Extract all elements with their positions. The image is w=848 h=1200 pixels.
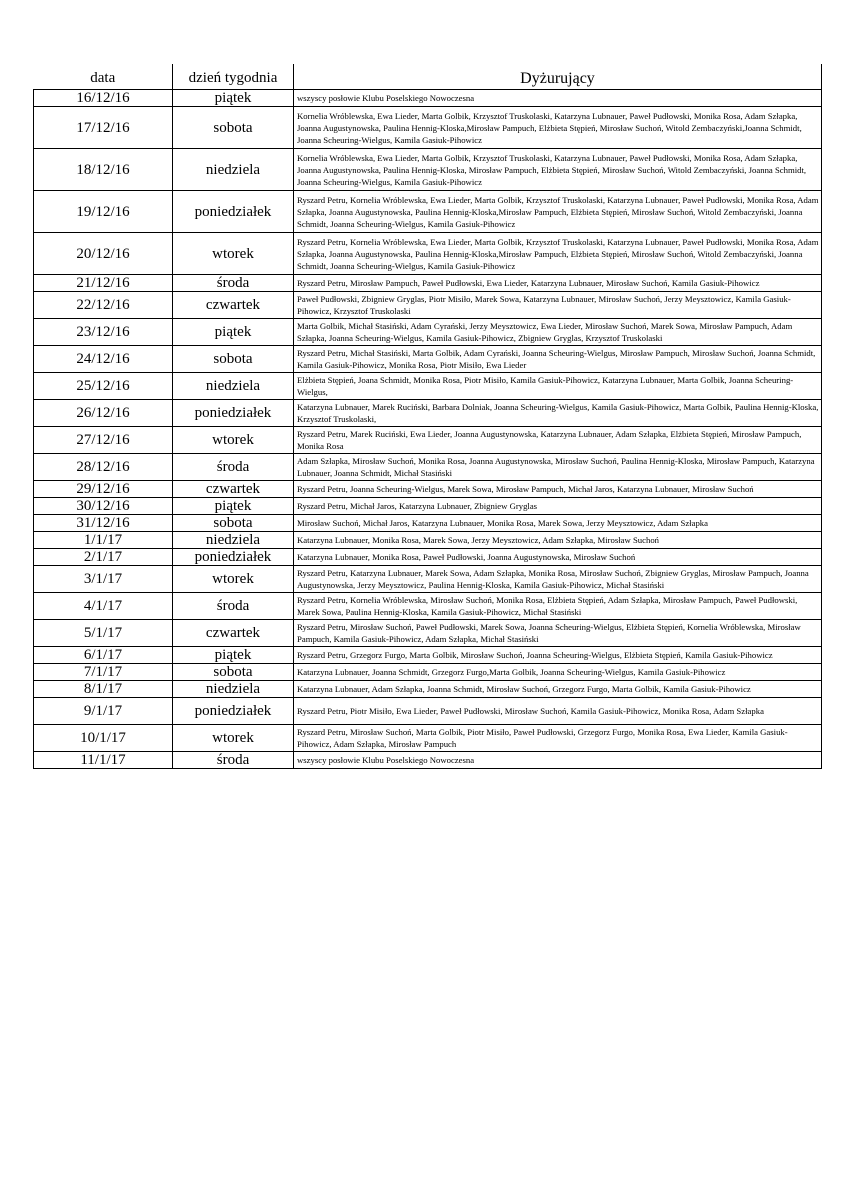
table-row	[34, 698, 822, 725]
table-row	[34, 346, 822, 373]
date-cell: 3/1/17	[34, 566, 173, 593]
duty-cell: Ryszard Petru, Marek Ruciński, Ewa Lieder, Joanna Augustynowska, Katarzyna Lubnauer, Adam Szłapka, Elżbieta Stępień, Mirosław Pampuch, Monika Rosa	[294, 427, 822, 454]
date-cell: 10/1/17	[34, 725, 173, 752]
date-cell: 31/12/16	[34, 515, 173, 532]
day-cell: czwartek	[173, 620, 294, 647]
table-row	[34, 664, 822, 681]
date-cell: 7/1/17	[34, 664, 173, 681]
duty-cell: Ryszard Petru, Mirosław Suchoń, Paweł Pudłowski, Marek Sowa, Joanna Scheuring-Wielgus, Elżbieta Stępień, Kornelia Wróblewska, Mirosław Pampuch, Kamila Gasiuk-Pihowicz, Adam Szłapka, Michał Stasiński	[294, 620, 822, 647]
day-cell: wtorek	[173, 725, 294, 752]
duty-cell: Paweł Pudłowski, Zbigniew Gryglas, Piotr Misiło, Marek Sowa, Katarzyna Lubnauer, Mirosław Suchoń, Jerzy Meysztowicz, Kamila Gasiuk-Pihowicz, Krzysztof Truskolaski	[294, 292, 822, 319]
day-cell: środa	[173, 454, 294, 481]
day-cell: wtorek	[173, 427, 294, 454]
day-cell: niedziela	[173, 532, 294, 549]
date-cell: 9/1/17	[34, 698, 173, 725]
table-row	[34, 90, 822, 107]
duty-cell: Ryszard Petru, Mirosław Suchoń, Marta Golbik, Piotr Misiło, Paweł Pudłowski, Grzegorz Furgo, Monika Rosa, Ewa Lieder, Kamila Gasiuk-Pihowicz, Adam Szłapka, Mirosław Pampuch	[294, 725, 822, 752]
table-row	[34, 292, 822, 319]
table-row	[34, 647, 822, 664]
duty-cell: Kornelia Wróblewska, Ewa Lieder, Marta Golbik, Krzysztof Truskolaski, Katarzyna Lubnauer, Paweł Pudłowski, Monika Rosa, Adam Szłapka, Joanna Augustynowska, Paulina Hennig-Kloska, Mirosław Pampuch, Elżbieta Stępień, Mirosław Suchoń, Witold Zembaczyński, Joanna Schmidt, Joanna Scheuring-Wielgus, Kamila Gasiuk-Pihowicz	[294, 149, 822, 191]
duty-cell: wszyscy posłowie Klubu Poselskiego Nowoczesna	[294, 90, 822, 107]
duty-cell: Katarzyna Lubnauer, Joanna Schmidt, Grzegorz Furgo,Marta Golbik, Joanna Scheuring-Wielgus, Kamila Gasiuk-Pihowicz	[294, 664, 822, 681]
table-row	[34, 620, 822, 647]
table-row	[34, 149, 822, 191]
duty-cell: Adam Szłapka, Mirosław Suchoń, Monika Rosa, Joanna Augustynowska, Mirosław Suchoń, Paulina Hennig-Kloska, Mirosław Pampuch, Katarzyna Lubnauer, Joanna Schmidt, Michał Stasiński	[294, 454, 822, 481]
table-row	[34, 191, 822, 233]
duty-cell: Katarzyna Lubnauer, Marek Ruciński, Barbara Dolniak, Joanna Scheuring-Wielgus, Kamila Gasiuk-Pihowicz, Marta Golbik, Paulina Hennig-Kloska, Krzysztof Truskolaski,	[294, 400, 822, 427]
date-cell: 27/12/16	[34, 427, 173, 454]
date-cell: 22/12/16	[34, 292, 173, 319]
date-cell: 4/1/17	[34, 593, 173, 620]
day-cell: niedziela	[173, 149, 294, 191]
duty-cell: Katarzyna Lubnauer, Adam Szłapka, Joanna Schmidt, Mirosław Suchoń, Grzegorz Furgo, Marta Golbik, Kamila Gasiuk-Pihowicz	[294, 681, 822, 698]
date-cell: 19/12/16	[34, 191, 173, 233]
day-cell: czwartek	[173, 292, 294, 319]
date-cell: 23/12/16	[34, 319, 173, 346]
date-cell: 5/1/17	[34, 620, 173, 647]
table-row	[34, 427, 822, 454]
date-cell: 18/12/16	[34, 149, 173, 191]
day-cell: środa	[173, 275, 294, 292]
duty-cell: wszyscy posłowie Klubu Poselskiego Nowoczesna	[294, 752, 822, 769]
table-row	[34, 752, 822, 769]
day-cell: czwartek	[173, 481, 294, 498]
header-row	[34, 64, 822, 90]
table-row	[34, 566, 822, 593]
table-row	[34, 593, 822, 620]
date-cell: 16/12/16	[34, 90, 173, 107]
duty-table	[33, 64, 822, 769]
table-row	[34, 454, 822, 481]
date-cell: 26/12/16	[34, 400, 173, 427]
date-cell: 25/12/16	[34, 373, 173, 400]
header-date: data	[34, 64, 173, 90]
duty-cell: Marta Golbik, Michał Stasiński, Adam Cyrański, Jerzy Meysztowicz, Ewa Lieder, Mirosław Suchoń, Marek Sowa, Mirosław Pampuch, Adam Szłapka, Joanna Scheuring-Wielgus, Kamila Gasiuk-Pihowicz, Zbigniew Gryglas, Krzysztof Truskolaski	[294, 319, 822, 346]
day-cell: niedziela	[173, 681, 294, 698]
duty-cell: Ryszard Petru, Kornelia Wróblewska, Ewa Lieder, Marta Golbik, Krzysztof Truskolaski, Katarzyna Lubnauer, Paweł Pudłowski, Monika Rosa, Adam Szłapka, Joanna Augustynowska, Paulina Hennig-Kloska,Mirosław Pampuch, Elżbieta Stępień, Mirosław Suchoń, Witold Zembaczyński, Joanna Schmidt, Joanna Scheuring-Wielgus, Kamila Gasiuk-Pihowicz	[294, 233, 822, 275]
table-row	[34, 681, 822, 698]
duty-cell: Ryszard Petru, Grzegorz Furgo, Marta Golbik, Mirosław Suchoń, Joanna Scheuring-Wielgus, Elżbieta Stępień, Kamila Gasiuk-Pihowicz	[294, 647, 822, 664]
day-cell: poniedziałek	[173, 549, 294, 566]
date-cell: 21/12/16	[34, 275, 173, 292]
day-cell: wtorek	[173, 233, 294, 275]
table-row	[34, 233, 822, 275]
date-cell: 2/1/17	[34, 549, 173, 566]
header-duty: Dyżurujący	[294, 64, 822, 90]
duty-cell: Katarzyna Lubnauer, Monika Rosa, Paweł Pudłowski, Joanna Augustynowska, Mirosław Suchoń	[294, 549, 822, 566]
day-cell: piątek	[173, 319, 294, 346]
duty-cell: Ryszard Petru, Mirosław Pampuch, Paweł Pudłowski, Ewa Lieder, Katarzyna Lubnauer, Mirosław Suchoń, Kamila Gasiuk-Pihowicz	[294, 275, 822, 292]
date-cell: 24/12/16	[34, 346, 173, 373]
date-cell: 17/12/16	[34, 107, 173, 149]
table-row	[34, 319, 822, 346]
date-cell: 29/12/16	[34, 481, 173, 498]
day-cell: poniedziałek	[173, 698, 294, 725]
table-row	[34, 498, 822, 515]
duty-cell: Ryszard Petru, Michał Stasiński, Marta Golbik, Adam Cyrański, Joanna Scheuring-Wielgus, Mirosław Pampuch, Mirosław Suchoń, Joanna Schmidt, Kamila Gasiuk-Pihowicz, Monika Rosa, Piotr Misiło, Ewa Lieder	[294, 346, 822, 373]
day-cell: niedziela	[173, 373, 294, 400]
day-cell: wtorek	[173, 566, 294, 593]
day-cell: sobota	[173, 107, 294, 149]
day-cell: piątek	[173, 90, 294, 107]
date-cell: 30/12/16	[34, 498, 173, 515]
date-cell: 28/12/16	[34, 454, 173, 481]
duty-schedule	[33, 64, 821, 769]
duty-cell: Katarzyna Lubnauer, Monika Rosa, Marek Sowa, Jerzy Meysztowicz, Adam Szłapka, Mirosław Suchoń	[294, 532, 822, 549]
date-cell: 6/1/17	[34, 647, 173, 664]
table-row	[34, 107, 822, 149]
day-cell: sobota	[173, 346, 294, 373]
date-cell: 8/1/17	[34, 681, 173, 698]
table-row	[34, 515, 822, 532]
date-cell: 1/1/17	[34, 532, 173, 549]
day-cell: środa	[173, 593, 294, 620]
duty-cell: Ryszard Petru, Michał Jaros, Katarzyna Lubnauer, Zbigniew Gryglas	[294, 498, 822, 515]
day-cell: piątek	[173, 498, 294, 515]
date-cell: 20/12/16	[34, 233, 173, 275]
duty-cell: Ryszard Petru, Kornelia Wróblewska, Ewa Lieder, Marta Golbik, Krzysztof Truskolaski, Katarzyna Lubnauer, Paweł Pudłowski, Monika Rosa, Adam Szłapka, Joanna Augustynowska, Paulina Hennig-Kloska,Mirosław Pampuch, Elżbieta Stępień, Mirosław Suchoń, Witold Zembaczyński, Joanna Schmidt, Joanna Scheuring-Wielgus, Kamila Gasiuk-Pihowicz	[294, 191, 822, 233]
table-row	[34, 532, 822, 549]
day-cell: sobota	[173, 664, 294, 681]
table-row	[34, 725, 822, 752]
day-cell: środa	[173, 752, 294, 769]
table-body	[34, 90, 822, 769]
duty-cell: Ryszard Petru, Katarzyna Lubnauer, Marek Sowa, Adam Szłapka, Monika Rosa, Mirosław Suchoń, Zbigniew Gryglas, Mirosław Pampuch, Joanna Augustynowska, Jerzy Meysztowicz, Paulina Hennig-Kloska, Kamila Gasiuk-Pihowicz, Michał Stasiński	[294, 566, 822, 593]
date-cell: 11/1/17	[34, 752, 173, 769]
duty-cell: Ryszard Petru, Piotr Misiło, Ewa Lieder, Paweł Pudłowski, Mirosław Suchoń, Kamila Gasiuk-Pihowicz, Monika Rosa, Adam Szłapka	[294, 698, 822, 725]
duty-cell: Kornelia Wróblewska, Ewa Lieder, Marta Golbik, Krzysztof Truskolaski, Katarzyna Lubnauer, Paweł Pudłowski, Monika Rosa, Adam Szłapka, Joanna Augustynowska, Paulina Hennig-Kloska,Mirosław Pampuch, Elżbieta Stępień, Mirosław Suchoń, Witold Zembaczyński,Joanna Schmidt, Joanna Scheuring-Wielgus, Kamila Gasiuk-Pihowicz	[294, 107, 822, 149]
duty-cell: Ryszard Petru, Kornelia Wróblewska, Mirosław Suchoń, Monika Rosa, Elżbieta Stępień, Adam Szłapka, Mirosław Pampuch, Paweł Pudłowski, Marek Sowa, Paulina Hennig-Kloska, Kamila Gasiuk-Pihowicz, Michał Stasiński	[294, 593, 822, 620]
table-row	[34, 373, 822, 400]
duty-cell: Elżbieta Stępień, Joana Schmidt, Monika Rosa, Piotr Misiło, Kamila Gasiuk-Pihowicz, Katarzyna Lubnauer, Marta Golbik, Joanna Scheuring-Wielgus,	[294, 373, 822, 400]
day-cell: piątek	[173, 647, 294, 664]
duty-cell: Mirosław Suchoń, Michał Jaros, Katarzyna Lubnauer, Monika Rosa, Marek Sowa, Jerzy Meysztowicz, Adam Szłapka	[294, 515, 822, 532]
table-row	[34, 275, 822, 292]
day-cell: poniedziałek	[173, 400, 294, 427]
table-row	[34, 481, 822, 498]
table-row	[34, 400, 822, 427]
header-day: dzień tygodnia	[173, 64, 294, 90]
day-cell: poniedziałek	[173, 191, 294, 233]
table-row	[34, 549, 822, 566]
duty-cell: Ryszard Petru, Joanna Scheuring-Wielgus, Marek Sowa, Mirosław Pampuch, Michał Jaros, Katarzyna Lubnauer, Mirosław Suchoń	[294, 481, 822, 498]
day-cell: sobota	[173, 515, 294, 532]
